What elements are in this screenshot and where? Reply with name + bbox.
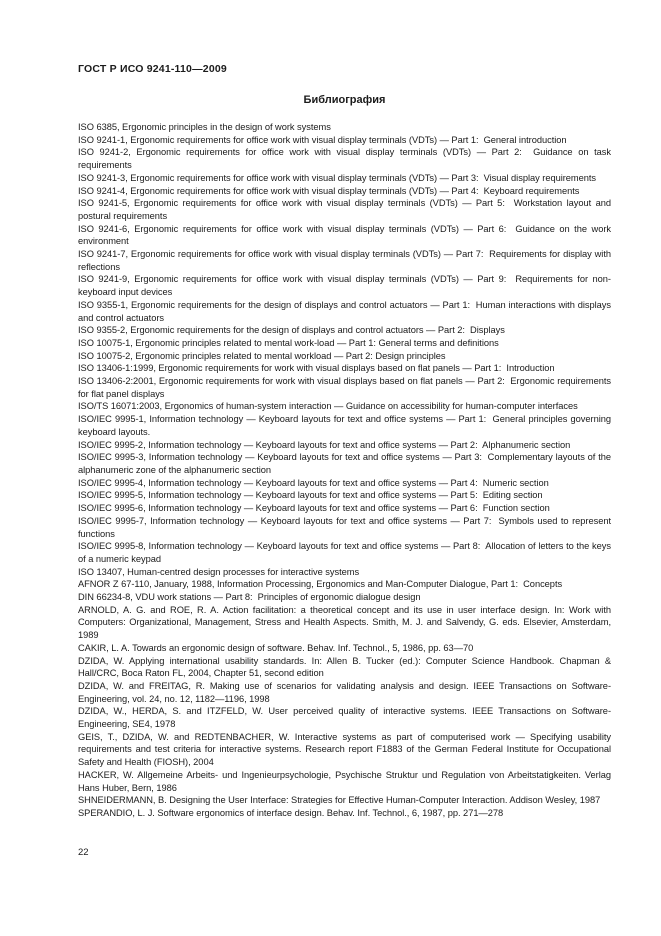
bibliography-entry: AFNOR Z 67-110, January, 1988, Information Processing, Ergonomics and Man-Computer Dialogue, Part 1: Concepts xyxy=(78,579,563,590)
page-title: Библиография xyxy=(303,94,386,106)
bibliography-entry: DIN 66234-8, VDU work stations — Part 8: Principles of ergonomic dialogue design xyxy=(78,592,421,603)
document-standard-number: ГОСТ Р ИСО 9241-110—2009 xyxy=(78,63,227,75)
bibliography-entry: CAKIR, L. A. Towards an ergonomic design of software. Behav. Inf. Technol., 5, 1986, pp. 63—70 xyxy=(78,642,474,653)
bibliography-entry: ISO/IEC 9995-3, Information technology — Keyboard layouts for text and office systems — Part 3: Complementary layouts of the alphanumeric zone of the alphanumeric section xyxy=(78,452,614,475)
bibliography-entry: ISO/IEC 9995-5, Information technology — Keyboard layouts for text and office systems — Part 5: Editing section xyxy=(78,490,543,501)
bibliography-entry: ISO/TS 16071:2003, Ergonomics of human-system interaction — Guidance on accessibility for human-computer interfaces xyxy=(78,401,578,412)
bibliography-entry: ISO 9241-2, Ergonomic requirements for office work with visual display terminals (VDTs) — Part 2: Guidance on task requirements xyxy=(78,147,614,171)
bibliography-entry: DZIDA, W., HERDA, S. and ITZFELD, W. User perceived quality of interactive systems. IEEE Transactions on Software-Engineering, SE4, 1978 xyxy=(78,706,611,730)
bibliography-entry: DZIDA, W. Applying international usability standards. In: Allen B. Tucker (ed.): Computer Science Handbook. Chapman & Hall/CRC, Boca Raton FL, 2004, Chapter 51, second edition xyxy=(78,655,614,679)
bibliography-entry: DZIDA, W. and FREITAG, R. Making use of scenarios for validating analysis and design. IEEE Transactions on Software-Engineering, vol. 24, no. 12, 1182—1196, 1998 xyxy=(78,680,611,704)
bibliography-entry: ISO/IEC 9995-4, Information technology — Keyboard layouts for text and office systems — Part 4: Numeric section xyxy=(78,477,549,488)
bibliography-list xyxy=(78,121,614,820)
bibliography-entry: ISO 13406-1:1999, Ergonomic requirements for work with visual displays based on flat panels — Part 1: Introduction xyxy=(78,363,555,374)
bibliography-entry: ISO/IEC 9995-7, Information technology — Keyboard layouts for text and office systems — Part 7: Symbols used to represent functions xyxy=(78,515,614,539)
bibliography-entry: ISO 9355-1, Ergonomic requirements for the design of displays and control actuators — Part 1: Human interactions with displays and control actuators xyxy=(78,299,614,323)
page-number: 22 xyxy=(78,847,89,858)
bibliography-entry: ISO 10075-1, Ergonomic principles related to mental work-load — Part 1: General terms and definitions xyxy=(78,337,499,348)
bibliography-entry: ISO 9241-1, Ergonomic requirements for office work with visual display terminals (VDTs) — Part 1: General introduction xyxy=(78,134,567,145)
bibliography-entry: ISO 6385, Ergonomic principles in the design of work systems xyxy=(78,122,331,132)
bibliography-entry: ISO 9241-4, Ergonomic requirements for office work with visual display terminals (VDTs) — Part 4: Keyboard requirements xyxy=(78,185,580,196)
bibliography-entry: ISO 9241-3, Ergonomic requirements for office work with visual display terminals (VDTs) — Part 3: Visual display requirements xyxy=(78,172,597,183)
bibliography-entry: ISO 9241-7, Ergonomic requirements for office work with visual display terminals (VDTs) — Part 7: Requirements for display with reflections xyxy=(78,249,614,272)
bibliography-entry: ISO 9241-9, Ergonomic requirements for office work with visual display terminals (VDTs) — Part 9: Requirements for non-keyboard input devices xyxy=(78,274,611,298)
bibliography-entry: ISO 13406-2:2001, Ergonomic requirements for work with visual displays based on flat panels — Part 2: Ergonomic requirements for flat panel displays xyxy=(78,376,614,399)
bibliography-entry: ISO 10075-2, Ergonomic principles related to mental workload — Part 2: Design principles xyxy=(78,350,446,361)
bibliography-entry: SPERANDIO, L. J. Software ergonomics of interface design. Behav. Inf. Technol., 6, 1987, pp. 271—278 xyxy=(78,807,504,818)
bibliography-entry: SHNEIDERMANN, B. Designing the User Interface: Strategies for Effective Human-Computer Interaction. Addison Wesley, 1987 xyxy=(78,795,601,806)
bibliography-entry: ARNOLD, A. G. and ROE, R. A. Action facilitation: a theoretical concept and its use in user interface design. In: Work with Computers: Organizational, Management, Stress and Health Aspects. Smith, M. J. and Salvendy, G. eds. Elsevier, Amsterdam, 1989 xyxy=(78,604,614,641)
bibliography-entry: ISO/IEC 9995-6, Information technology — Keyboard layouts for text and office systems — Part 6: Function section xyxy=(78,503,550,514)
bibliography-entry: HACKER, W. Allgemeine Arbeits- und Ingenieurpsychologie, Psychische Struktur und Regulation von Arbeitstatigkeiten. Verlag Hans Huber, Bern, 1986 xyxy=(78,769,614,793)
bibliography-entry: ISO 9241-5, Ergonomic requirements for office work with visual display terminals (VDTs) — Part 5: Workstation layout and postural requirements xyxy=(78,198,614,221)
bibliography-entry: GEIS, T., DZIDA, W. and REDTENBACHER, W. Interactive systems as part of computerised work — Specifying usability requirements and test criteria for interactive systems. Research report F1883 of the German Federal Institute for Occupational Safety and Health (FIOSH), 2004 xyxy=(78,731,614,768)
bibliography-entry: ISO/IEC 9995-8, Information technology — Keyboard layouts for text and office systems — Part 8: Allocation of letters to the keys of a numeric keypad xyxy=(78,541,614,564)
bibliography-entry: ISO 13407, Human-centred design processes for interactive systems xyxy=(78,566,360,577)
bibliography-entry: ISO 9355-2, Ergonomic requirements for the design of displays and control actuators — Part 2: Displays xyxy=(78,325,505,336)
bibliography-entry: ISO/IEC 9995-2, Information technology — Keyboard layouts for text and office systems — Part 2: Alphanumeric section xyxy=(78,439,571,450)
bibliography-entry: ISO/IEC 9995-1, Information technology — Keyboard layouts for text and office systems — Part 1: General principles governing keyboard layouts. xyxy=(78,414,614,437)
bibliography-entry: ISO 9241-6, Ergonomic requirements for office work with visual display terminals (VDTs) — Part 6: Guidance on the work environment xyxy=(78,223,614,247)
